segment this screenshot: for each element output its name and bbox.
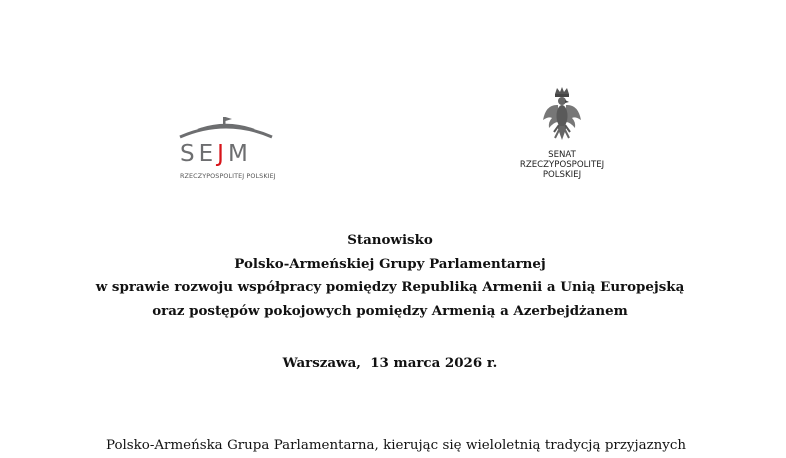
- body-word: kierując: [383, 438, 439, 453]
- dateline: Warszawa, 13 marca 2026 r.: [282, 355, 498, 371]
- senat-logo: [500, 86, 624, 182]
- senat-line-1: SENAT: [548, 150, 576, 160]
- sejm-subtitle: RZECZYPOSPOLITEJ POLSKIEJ: [180, 172, 276, 180]
- document-title-block: [60, 229, 720, 323]
- body-word: Grupa: [227, 438, 270, 453]
- senat-caption: [500, 150, 624, 180]
- crowned-eagle-icon: [540, 86, 584, 146]
- body-paragraph-first-line: [106, 438, 686, 453]
- body-word: Polsko-Armeńska: [106, 438, 223, 453]
- body-word: tradycją: [544, 438, 601, 453]
- sejm-wordmark: SEJM: [180, 141, 252, 167]
- document-heading: Stanowisko: [347, 232, 433, 248]
- sejm-logo: [176, 108, 276, 182]
- title-line-3: oraz postępów pokojowych pomiędzy Armenią a Azerbejdżanem: [152, 302, 628, 319]
- body-word: Parlamentarna,: [273, 438, 379, 453]
- body-word: się: [442, 438, 462, 453]
- senat-line-2: RZECZYPOSPOLITEJ: [519, 160, 605, 170]
- title-line-1: Polsko-Armeńskiej Grupy Parlamentarnej: [234, 255, 546, 272]
- senat-line-3: POLSKIEJ: [542, 170, 582, 180]
- body-word: przyjaznych: [604, 438, 686, 453]
- title-line-2: w sprawie rozwoju współpracy pomiędzy Republiką Armenii a Unią Europejską: [95, 279, 685, 296]
- body-word: wieloletnią: [466, 438, 541, 453]
